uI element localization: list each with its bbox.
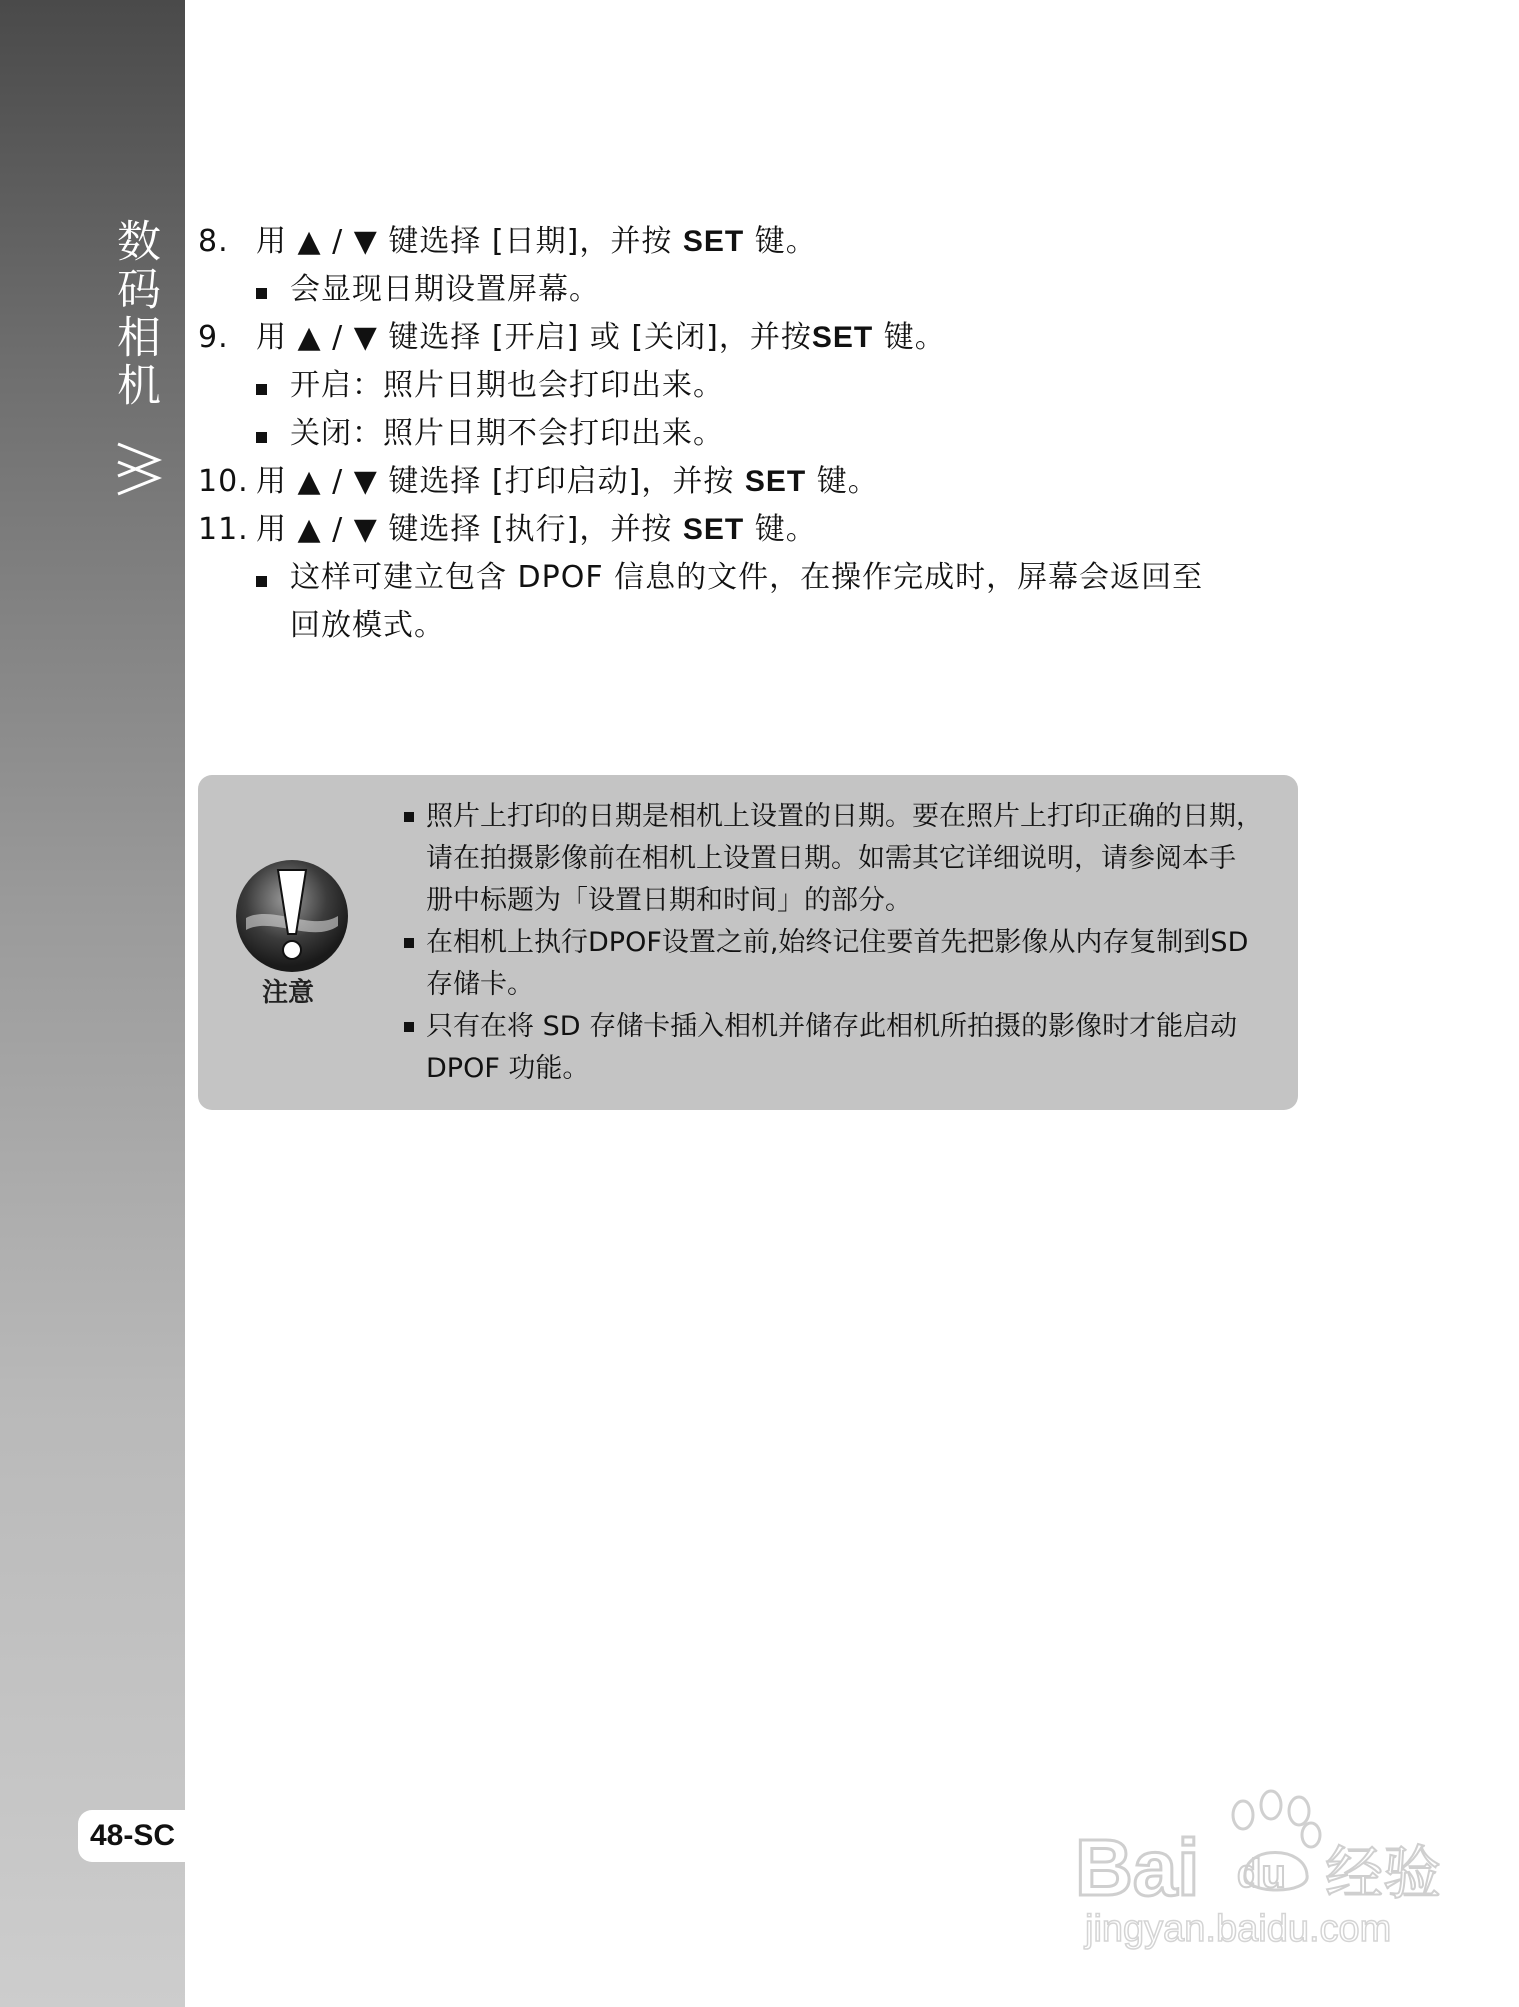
bullet-square: [256, 576, 267, 587]
double-chevron-icon: [112, 436, 164, 500]
bullet-square: [404, 1022, 414, 1032]
step-text: 用 ▲ / ▼ 键选择 [打印启动]，并按 SET 键。: [256, 464, 879, 499]
bullet-square: [256, 288, 267, 299]
note-line: 只有在将 SD 存储卡插入相机并储存此相机所拍摄的影像时才能启动: [426, 1011, 1238, 1042]
svg-text:Bai: Bai: [1075, 1823, 1200, 1912]
note-line: 存储卡。: [426, 969, 534, 1000]
note-line: 在相机上执行DPOF设置之前,始终记住要首先把影像从内存复制到SD: [426, 927, 1249, 958]
svg-text:du: du: [1237, 1852, 1286, 1896]
step-number: 10.: [198, 464, 249, 499]
step-number: 11.: [198, 512, 249, 547]
step-11-bullet: 这样可建立包含 DPOF 信息的文件，在操作完成时，屏幕会返回至: [290, 560, 1204, 595]
warning-exclamation-icon: [232, 856, 352, 976]
bullet-square: [404, 812, 414, 822]
svg-text:jingyan.baidu.com: jingyan.baidu.com: [1085, 1908, 1392, 1950]
step-number: 9.: [198, 320, 229, 355]
step-9-bullet-off: 关闭：照片日期不会打印出来。: [290, 416, 724, 451]
note-line: 请在拍摄影像前在相机上设置日期。如需其它详细说明，请参阅本手: [426, 843, 1236, 874]
bullet-square: [256, 432, 267, 443]
step-number: 8.: [198, 224, 229, 259]
bullet-square: [404, 938, 414, 948]
sidebar-band: [0, 0, 185, 2007]
svg-text:经验: 经验: [1325, 1839, 1442, 1907]
step-11-bullet-continued: 回放模式。: [290, 608, 445, 643]
note-label: 注意: [262, 978, 315, 1008]
note-line: 照片上打印的日期是相机上设置的日期。要在照片上打印正确的日期，: [426, 801, 1263, 832]
bullet-square: [256, 384, 267, 395]
sidebar-title: 数码相机: [109, 218, 160, 410]
note-line: DPOF 功能。: [426, 1053, 590, 1084]
step-text: 用 ▲ / ▼ 键选择 [开启] 或 [关闭]，并按SET 键。: [256, 320, 946, 355]
page-number: 48-SC: [78, 1810, 188, 1862]
step-text: 用 ▲ / ▼ 键选择 [日期]，并按 SET 键。: [256, 224, 817, 259]
step-8-bullet: 会显现日期设置屏幕。: [290, 272, 600, 307]
note-line: 册中标题为「设置日期和时间」的部分。: [426, 885, 912, 916]
step-text: 用 ▲ / ▼ 键选择 [执行]，并按 SET 键。: [256, 512, 817, 547]
baidu-watermark-logo: [1075, 1775, 1455, 1955]
step-9-bullet-on: 开启：照片日期也会打印出来。: [290, 368, 724, 403]
